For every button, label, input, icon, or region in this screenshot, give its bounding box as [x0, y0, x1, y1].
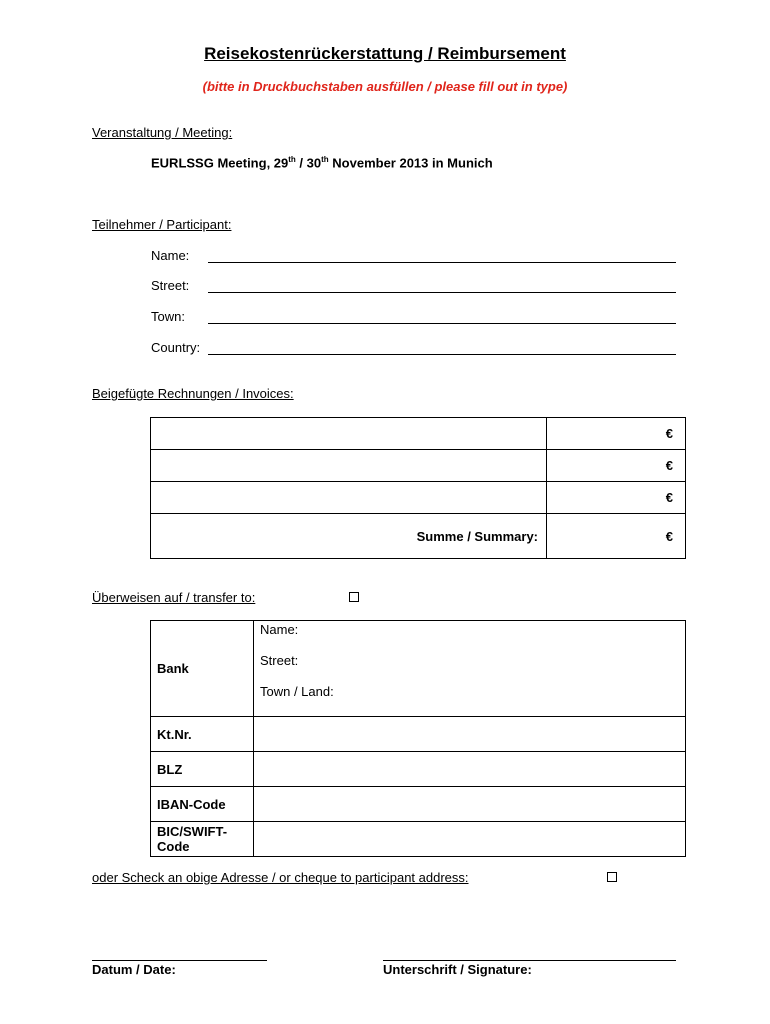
- summary-amount-cell[interactable]: €: [547, 514, 686, 559]
- bic-row: [151, 822, 686, 857]
- invoice-row: [151, 482, 686, 514]
- iban-field[interactable]: [254, 787, 686, 822]
- ktnr-field[interactable]: [254, 717, 686, 752]
- invoice-row: [151, 450, 686, 482]
- invoice-amount-cell[interactable]: €: [547, 418, 686, 450]
- meeting-text: EURLSSG Meeting, 29th / 30th November 2013 in Munich: [151, 155, 493, 171]
- transfer-section-label: Überweisen auf / transfer to:: [92, 590, 256, 605]
- form-subtitle: (bitte in Druckbuchstaben ausfüllen / please fill out in type): [202, 79, 568, 94]
- town-field[interactable]: [208, 323, 676, 324]
- form-title: Reisekostenrückerstattung / Reimbursement: [204, 44, 566, 63]
- bank-label: Bank: [151, 621, 254, 717]
- invoices-table: [150, 417, 686, 559]
- signature-field[interactable]: [383, 960, 676, 961]
- invoice-amount-cell[interactable]: €: [547, 450, 686, 482]
- invoice-summary-row: [151, 514, 686, 559]
- bic-label: BIC/SWIFT- Code: [151, 822, 254, 857]
- ktnr-row: [151, 717, 686, 752]
- town-label: Town:: [151, 309, 185, 324]
- invoice-description-cell[interactable]: [151, 418, 547, 450]
- ktnr-label: Kt.Nr.: [151, 717, 254, 752]
- blz-field[interactable]: [254, 752, 686, 787]
- country-label: Country:: [151, 340, 201, 355]
- summary-label: Summe / Summary:: [151, 514, 547, 559]
- invoices-section-label: Beigefügte Rechnungen / Invoices:: [92, 386, 294, 401]
- country-field[interactable]: [208, 354, 676, 355]
- name-field[interactable]: [208, 262, 676, 263]
- date-field[interactable]: [92, 960, 267, 961]
- bank-street-label: Street:: [260, 653, 299, 668]
- street-label: Street:: [151, 278, 190, 293]
- iban-label: IBAN-Code: [151, 787, 254, 822]
- blz-label: BLZ: [151, 752, 254, 787]
- bank-town-label: Town / Land:: [260, 684, 334, 699]
- invoice-amount-cell[interactable]: €: [547, 482, 686, 514]
- bank-address-cell[interactable]: [254, 621, 686, 717]
- cheque-label: oder Scheck an obige Adresse / or cheque to participant address:: [92, 870, 469, 885]
- invoice-description-cell[interactable]: [151, 450, 547, 482]
- bank-table: [150, 620, 686, 857]
- cheque-checkbox[interactable]: [607, 872, 617, 882]
- bank-row: [151, 621, 686, 717]
- transfer-checkbox[interactable]: [349, 592, 359, 602]
- invoice-description-cell[interactable]: [151, 482, 547, 514]
- name-label: Name:: [151, 248, 190, 263]
- meeting-section-label: Veranstaltung / Meeting:: [92, 125, 233, 140]
- iban-row: [151, 787, 686, 822]
- street-field[interactable]: [208, 292, 676, 293]
- blz-row: [151, 752, 686, 787]
- bic-field[interactable]: [254, 822, 686, 857]
- signature-label: Unterschrift / Signature:: [383, 962, 532, 977]
- date-label: Datum / Date:: [92, 962, 176, 977]
- invoice-row: [151, 418, 686, 450]
- bank-name-label: Name:: [260, 622, 299, 637]
- participant-section-label: Teilnehmer / Participant:: [92, 217, 232, 232]
